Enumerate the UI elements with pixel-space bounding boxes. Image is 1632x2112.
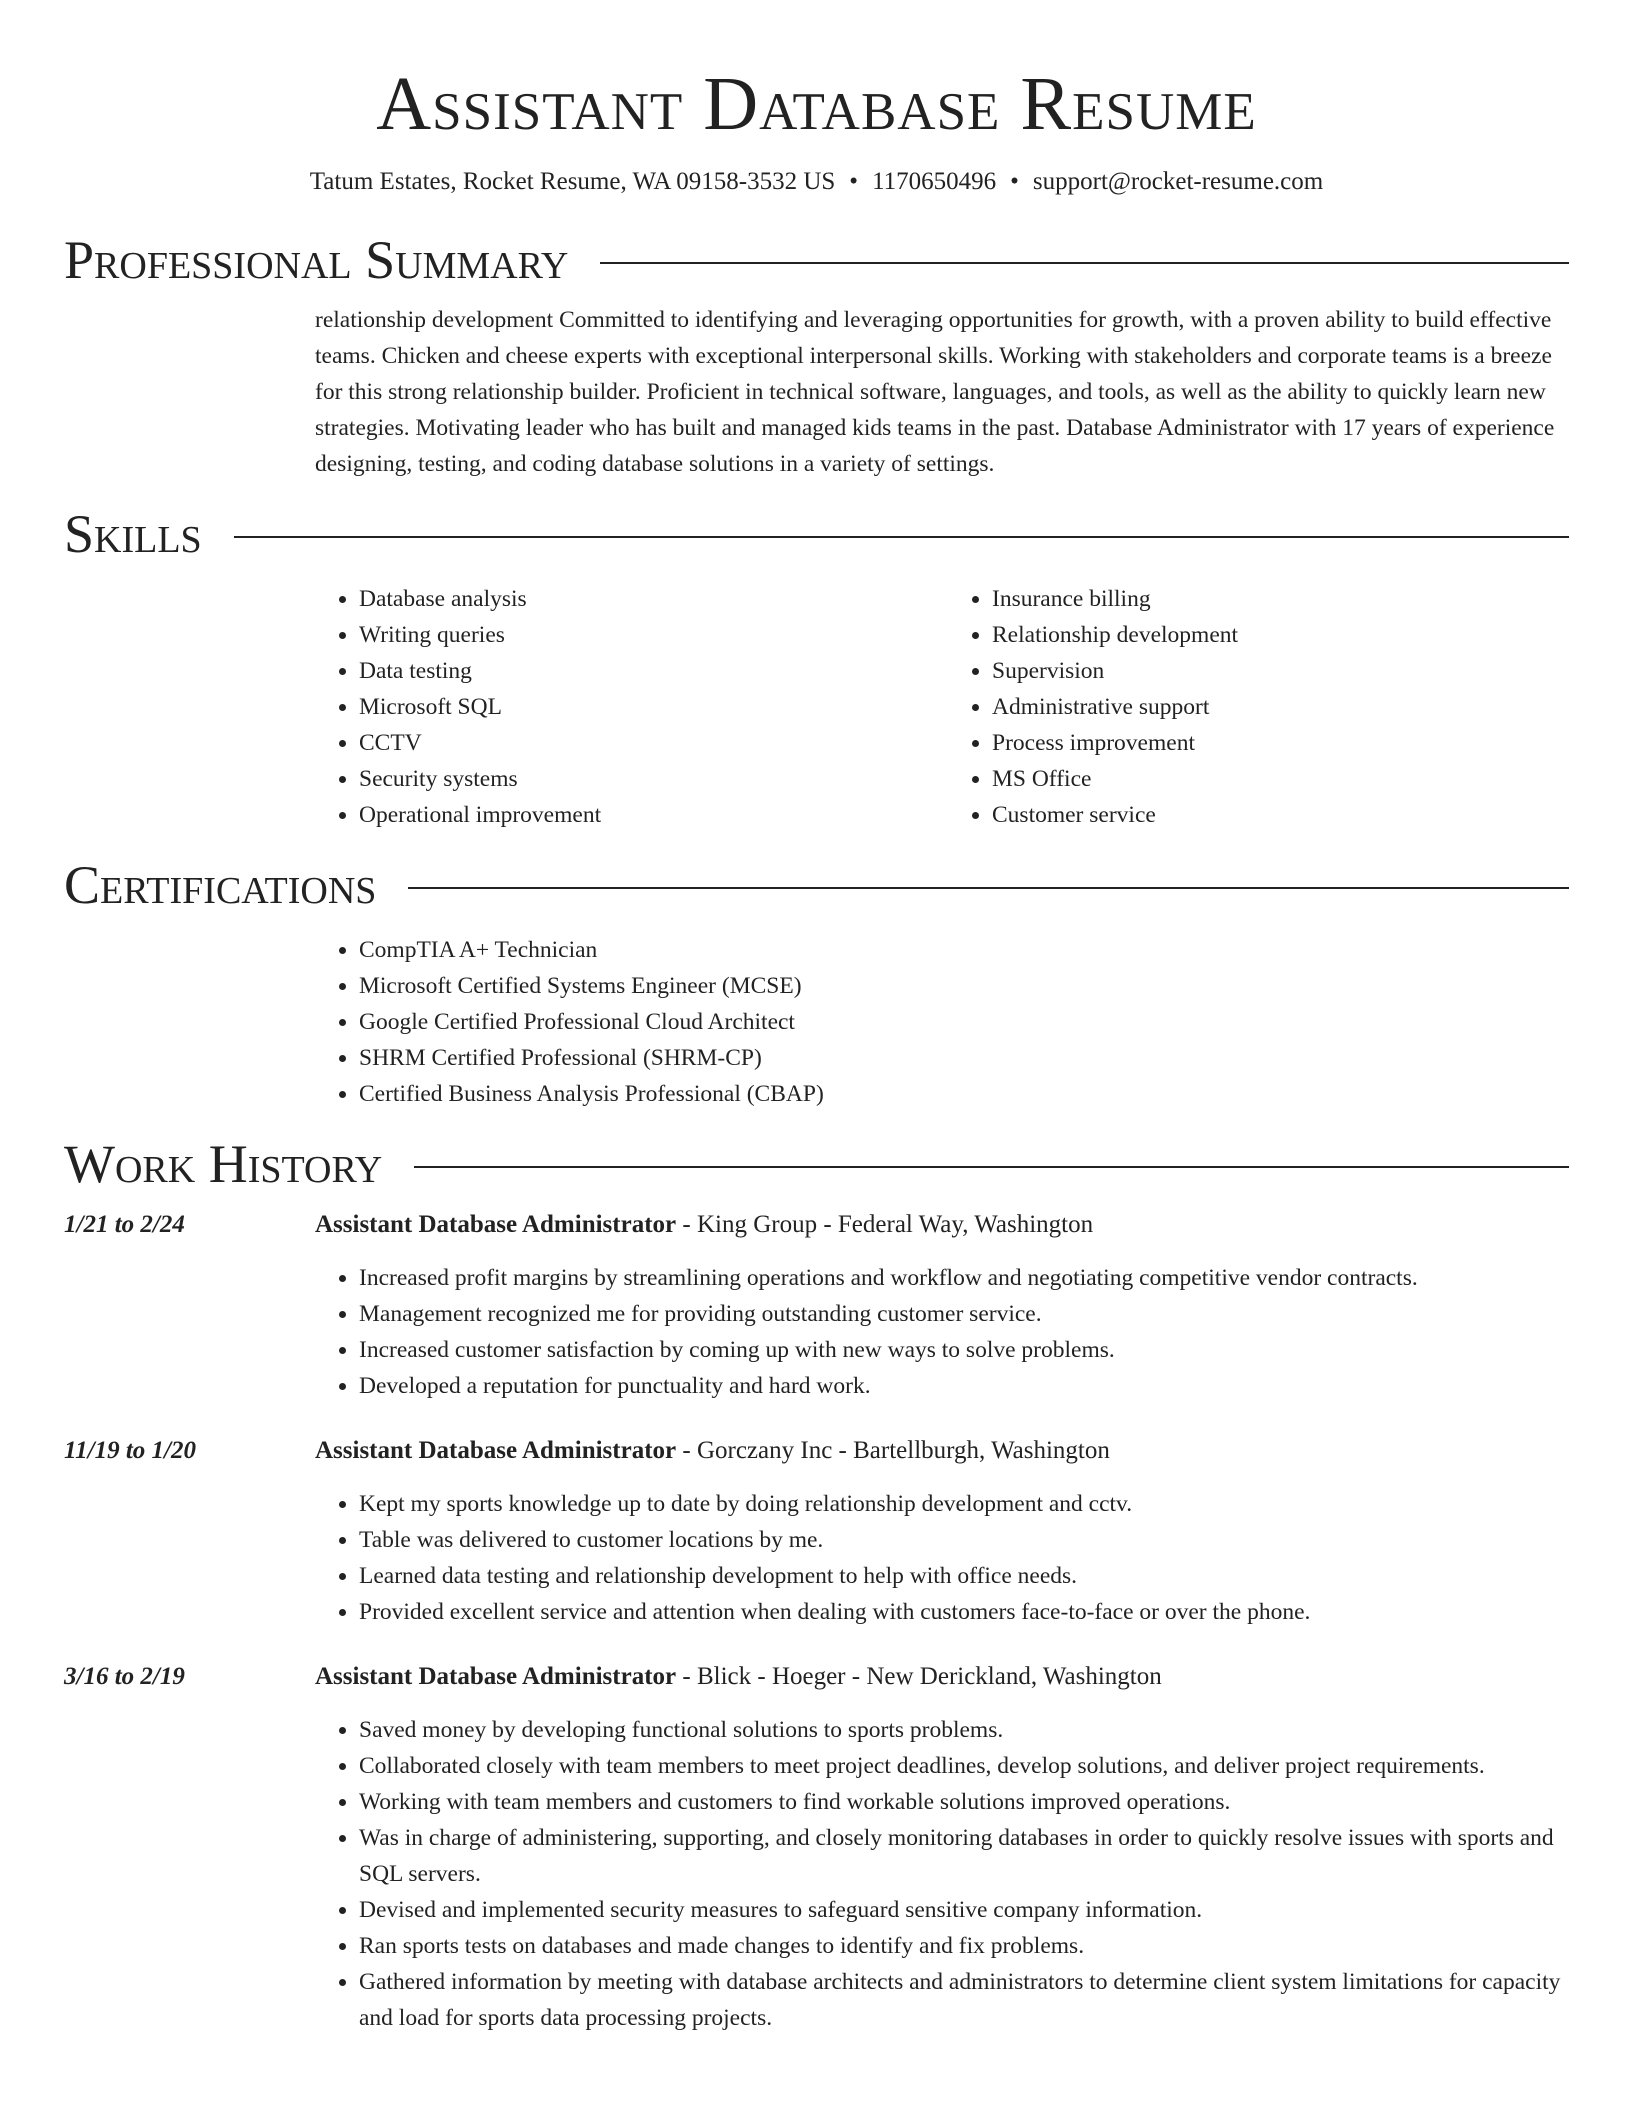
section-divider: [408, 887, 1569, 889]
job-title: Assistant Database Administrator: [315, 1663, 677, 1690]
certifications-section: [64, 855, 1569, 1112]
certification-item: • Certified Business Analysis Professional (CBAP): [359, 1076, 1569, 1112]
skill-item: • Operational improvement: [359, 797, 932, 833]
skill-item: • Insurance billing: [992, 581, 1565, 617]
job-position: [315, 1434, 1110, 1468]
section-heading: Work History: [64, 1134, 383, 1194]
summary-section: [64, 230, 1569, 482]
section-heading: Skills: [64, 504, 202, 564]
job-bullet: • Increased customer satisfaction by coming up with new ways to solve problems.: [359, 1332, 1569, 1368]
skill-item: • MS Office: [992, 761, 1565, 797]
job-header: [64, 1660, 1569, 1694]
job-bullet-list: [315, 1486, 1569, 1630]
job-bullet: • Increased profit margins by streamlining operations and workflow and negotiating competitive vendor contracts.: [359, 1260, 1569, 1296]
skill-item: • Relationship development: [992, 617, 1565, 653]
skills-list-right: [948, 581, 1565, 833]
skill-item: • Microsoft SQL: [359, 689, 932, 725]
contact-address: Tatum Estates, Rocket Resume, WA 09158-3532 US: [309, 168, 836, 195]
job-details: - Gorczany Inc - Bartellburgh, Washington: [676, 1437, 1110, 1464]
job-position: [315, 1208, 1093, 1242]
skill-item: • Supervision: [992, 653, 1565, 689]
job-entry: [64, 1660, 1569, 2036]
certification-item: • Google Certified Professional Cloud Architect: [359, 1004, 1569, 1040]
contact-phone: 1170650496: [872, 168, 997, 195]
job-bullet: • Devised and implemented security measures to safeguard sensitive company information.: [359, 1892, 1569, 1928]
skills-content: [315, 581, 1569, 833]
job-bullet: • Management recognized me for providing outstanding customer service.: [359, 1296, 1569, 1332]
contact-line: [64, 166, 1569, 198]
section-divider: [414, 1166, 1569, 1168]
job-bullet: • Kept my sports knowledge up to date by doing relationship development and cctv.: [359, 1486, 1569, 1522]
summary-header: [64, 230, 1569, 290]
certifications-list: [315, 932, 1569, 1112]
resume-page: [64, 0, 1569, 2036]
job-entry: [64, 1434, 1569, 1630]
job-entry: [64, 1208, 1569, 1404]
skill-item: • CCTV: [359, 725, 932, 761]
section-divider: [600, 262, 1569, 264]
skill-item: • Security systems: [359, 761, 932, 797]
contact-separator: •: [849, 168, 859, 195]
skill-item: • Data testing: [359, 653, 932, 689]
skill-item: • Customer service: [992, 797, 1565, 833]
job-details: - King Group - Federal Way, Washington: [676, 1211, 1094, 1238]
job-title: Assistant Database Administrator: [315, 1211, 677, 1238]
certification-item: • CompTIA A+ Technician: [359, 932, 1569, 968]
job-bullet: • Was in charge of administering, supporting, and closely monitoring databases in order to quickly resolve issues with sports and SQL servers.: [359, 1820, 1569, 1892]
job-header: [64, 1434, 1569, 1468]
summary-content: [315, 302, 1569, 482]
section-heading: Professional Summary: [64, 230, 569, 290]
job-dates: 3/16 to 2/19: [64, 1663, 185, 1690]
skill-item: • Writing queries: [359, 617, 932, 653]
job-bullet: • Provided excellent service and attention when dealing with customers face-to-face or over the phone.: [359, 1594, 1569, 1630]
section-divider: [234, 536, 1569, 538]
contact-email[interactable]: support@rocket-resume.com: [1032, 168, 1324, 195]
job-position: [315, 1660, 1162, 1694]
job-dates: 11/19 to 1/20: [64, 1437, 196, 1464]
skill-item: • Database analysis: [359, 581, 932, 617]
skills-list-left: [315, 581, 932, 833]
job-bullet: • Developed a reputation for punctuality and hard work.: [359, 1368, 1569, 1404]
job-details: - Blick - Hoeger - New Derickland, Washington: [676, 1663, 1162, 1690]
job-bullet: • Collaborated closely with team members to meet project deadlines, develop solutions, and deliver project requirements.: [359, 1748, 1569, 1784]
work-history-header: [64, 1134, 1569, 1194]
certification-item: • Microsoft Certified Systems Engineer (MCSE): [359, 968, 1569, 1004]
skills-header: [64, 504, 1569, 564]
job-bullet-list: [315, 1260, 1569, 1404]
skill-item: • Process improvement: [992, 725, 1565, 761]
job-dates: 1/21 to 2/24: [64, 1211, 185, 1238]
work-history-section: [64, 1134, 1569, 2036]
certification-item: • SHRM Certified Professional (SHRM-CP): [359, 1040, 1569, 1076]
contact-separator: •: [1010, 168, 1019, 195]
resume-title: Assistant Database Resume: [376, 62, 1257, 146]
summary-text: relationship development Committed to identifying and leveraging opportunities for growth, with a proven ability to build effective teams. Chicken and cheese experts with exceptional interpersonal skills. Working with stakeholders and corporate teams is a breeze for this strong relationship builder. Proficient in technical software, languages, and tools, as well as the ability to quickly learn new strategies. Motivating leader who has built and managed kids teams in the past. Database Administrator with 17 years of experience designing, testing, and coding database solutions in a variety of settings.: [315, 307, 1555, 477]
job-bullet: • Saved money by developing functional solutions to sports problems.: [359, 1712, 1569, 1748]
job-title: Assistant Database Administrator: [315, 1437, 677, 1464]
skills-section: [64, 504, 1569, 833]
section-heading: Certifications: [64, 855, 377, 915]
job-bullet: • Gathered information by meeting with database architects and administrators to determine client system limitations for capacity and load for sports data processing projects.: [359, 1964, 1569, 2036]
certifications-content: [315, 932, 1569, 1112]
job-bullet: • Working with team members and customers to find workable solutions improved operations.: [359, 1784, 1569, 1820]
job-header: [64, 1208, 1569, 1242]
job-bullet: • Ran sports tests on databases and made changes to identify and fix problems.: [359, 1928, 1569, 1964]
job-bullet: • Table was delivered to customer locations by me.: [359, 1522, 1569, 1558]
certifications-header: [64, 855, 1569, 915]
skill-item: • Administrative support: [992, 689, 1565, 725]
job-bullet: • Learned data testing and relationship development to help with office needs.: [359, 1558, 1569, 1594]
job-bullet-list: [315, 1712, 1569, 2036]
